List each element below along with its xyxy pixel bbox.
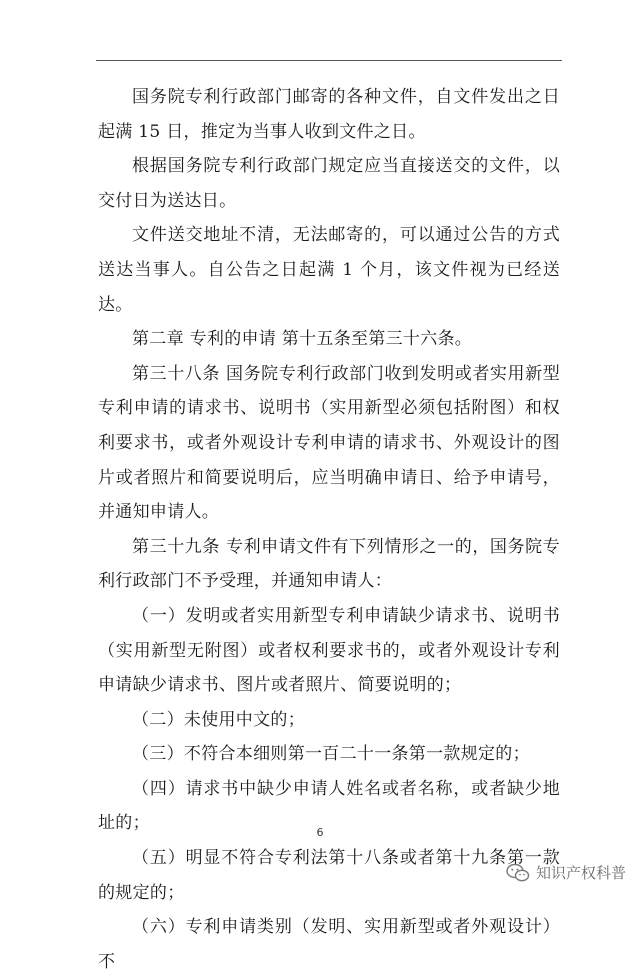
list-item-5: （五）明显不符合专利法第十八条或者第十九条第一款的规定的； — [98, 848, 560, 903]
list-item-1: （一）发明或者实用新型专利申请缺少请求书、说明书（实用新型无附图）或者权利要求书的，或者外观设计专利申请缺少请求书、图片或者照片、简要说明的； — [98, 605, 560, 696]
wechat-icon — [506, 863, 530, 883]
list-item-6: （六）专利申请类别（发明、实用新型或者外观设计）不 — [98, 917, 560, 972]
article-39: 第三十九条 专利申请文件有下列情形之一的，国务院专利行政部门不予受理，并通知申请人： — [98, 536, 560, 592]
chapter-heading: 第二章 专利的申请 第十五条至第三十六条。 — [132, 329, 473, 350]
list-item-2: （二）未使用中文的； — [132, 709, 305, 730]
paragraph: 文件送交地址不清，无法邮寄的，可以通过公告的方式送达当事人。自公告之日起满 1 个月，该文件视为已经送达。 — [98, 225, 560, 315]
paragraph: 国务院专利行政部门邮寄的各种文件，自文件发出之日起满 15 日，推定为当事人收到文件之日。 — [98, 87, 560, 142]
list-item-3: （三）不符合本细则第一百二十一条第一款规定的； — [132, 744, 530, 765]
header-rule — [96, 60, 562, 61]
article-38: 第三十八条 国务院专利行政部门收到发明或者实用新型专利申请的请求书、说明书（实用新型必须包括附图）和权利要求书，或者外观设计专利申请的请求书、外观设计的图片或者照片和简要说明后，应当明确申请日、给予申请号，并通知申请人。 — [98, 363, 560, 523]
watermark-text: 知识产权科普 — [535, 864, 626, 882]
list-item-4: （四）请求书中缺少申请人姓名或者名称，或者缺少地址的； — [98, 778, 560, 834]
paragraph: 根据国务院专利行政部门规定应当直接送交的文件，以交付日为送达日。 — [98, 156, 560, 211]
document-body — [98, 80, 560, 979]
page-number: 6 — [316, 826, 324, 839]
watermark — [506, 862, 626, 883]
